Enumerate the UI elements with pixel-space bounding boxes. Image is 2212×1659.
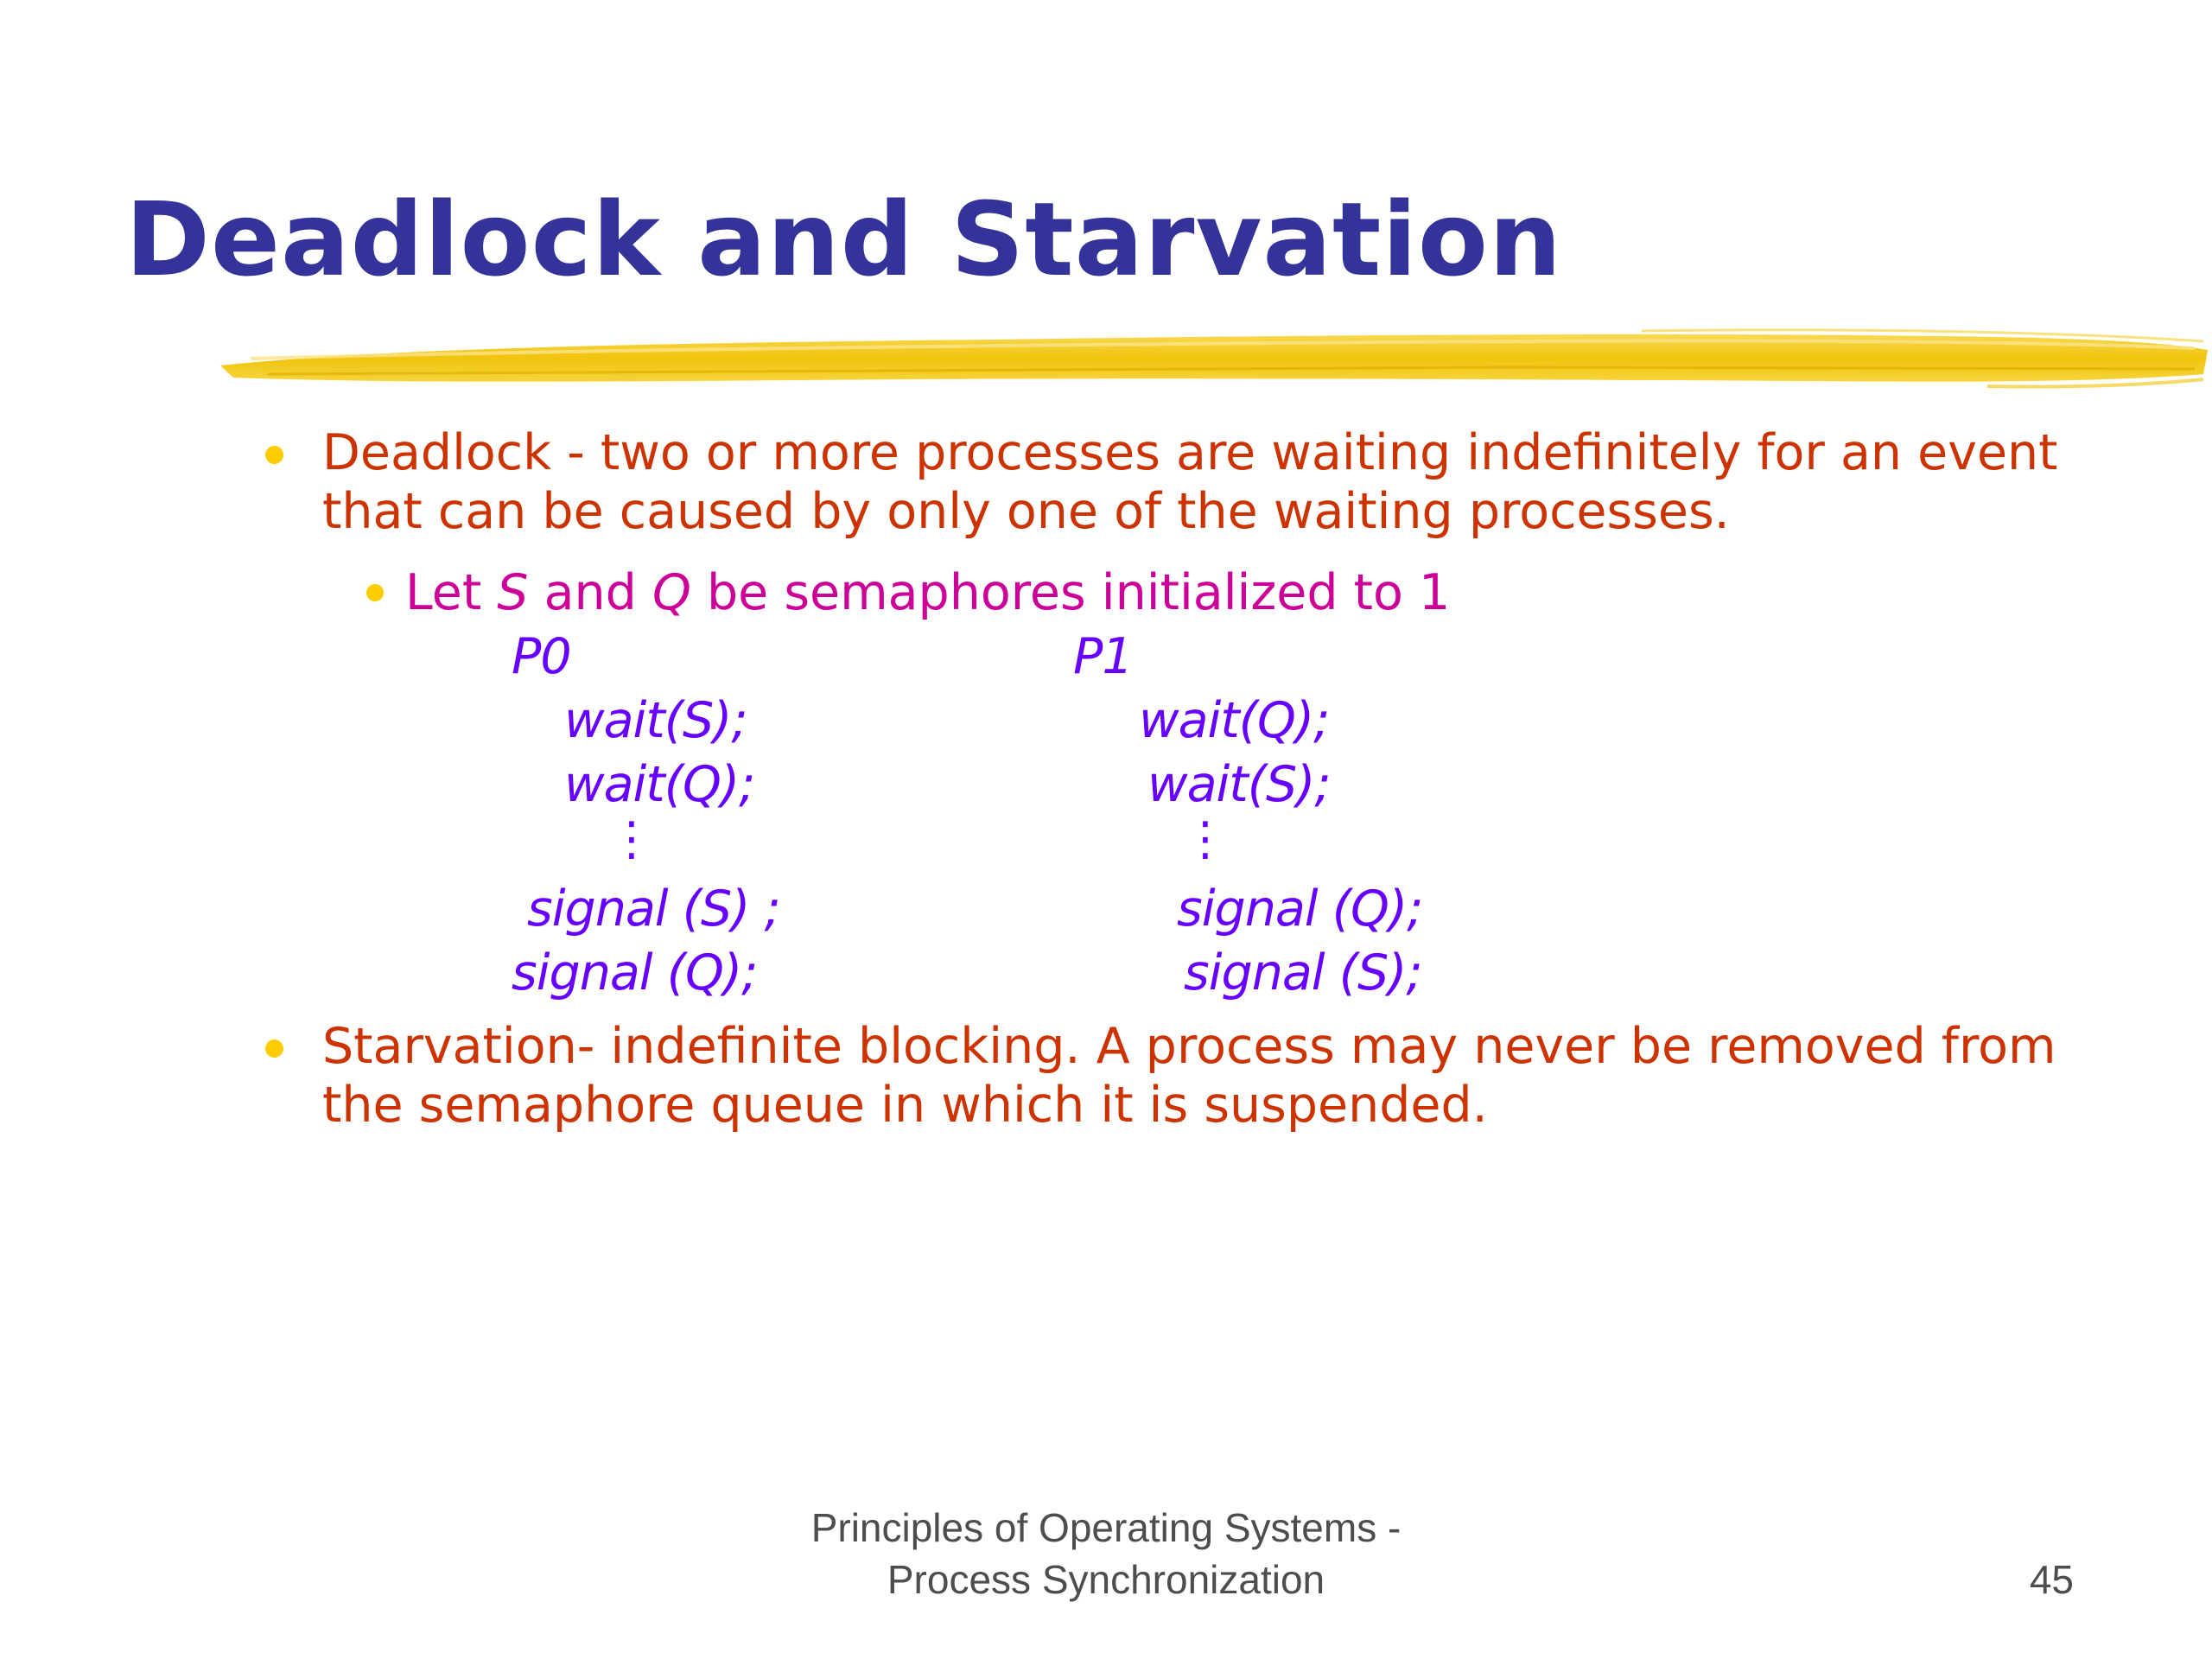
title-highlight-stroke [216, 324, 2212, 402]
sub-bullet-text [405, 563, 1450, 622]
bullet-dot [265, 446, 283, 464]
bullet-deadlock [265, 423, 2094, 541]
p1-label: P1 [1073, 628, 1133, 685]
page-number: 45 [2029, 1557, 2074, 1602]
var-q: Q [652, 564, 691, 621]
bullet-dot [366, 584, 384, 601]
p1-line-wait-q: wait(Q); [1139, 692, 1330, 749]
bullet-starvation [265, 1017, 2094, 1135]
bullet-starvation-text: Starvation- indefinite blocking. A process may never be removed from the semaphore queue in which it is suspended. [322, 1018, 2056, 1134]
sub-bullet-semaphores [366, 563, 1450, 622]
p0-line-signal-q: signal (Q); [512, 944, 758, 1001]
p1-line-signal-q: signal (Q); [1177, 880, 1423, 938]
footer-caption [674, 1502, 1538, 1605]
p0-line-signal-s: signal (S) ; [527, 880, 780, 938]
p1-line-signal-s: signal (S); [1184, 944, 1422, 1001]
sub-bullet-suffix: be semaphores initialized to 1 [690, 564, 1451, 621]
footer-caption-line1: Principles of Operating Systems - [810, 1505, 1402, 1550]
footer-caption-line2: Process Synchronization [887, 1557, 1325, 1602]
bullet-dot [265, 1039, 283, 1058]
var-s: S [497, 564, 529, 621]
sub-bullet-mid: and [528, 564, 652, 621]
bullet-deadlock-text: Deadlock - two or more processes are waiting indefinitely for an event that can be caused by only one of the waiting processes. [322, 424, 2058, 540]
p1-ellipsis: ⋮ [1182, 811, 1229, 866]
p0-line-wait-s: wait(S); [564, 692, 747, 749]
p1-line-wait-s: wait(S); [1147, 756, 1331, 813]
p0-line-wait-q: wait(Q); [564, 756, 755, 813]
p0-ellipsis: ⋮ [608, 811, 655, 866]
p0-label: P0 [512, 628, 571, 685]
slide-title: Deadlock and Starvation [125, 180, 1562, 299]
sub-bullet-prefix: Let [405, 564, 498, 621]
